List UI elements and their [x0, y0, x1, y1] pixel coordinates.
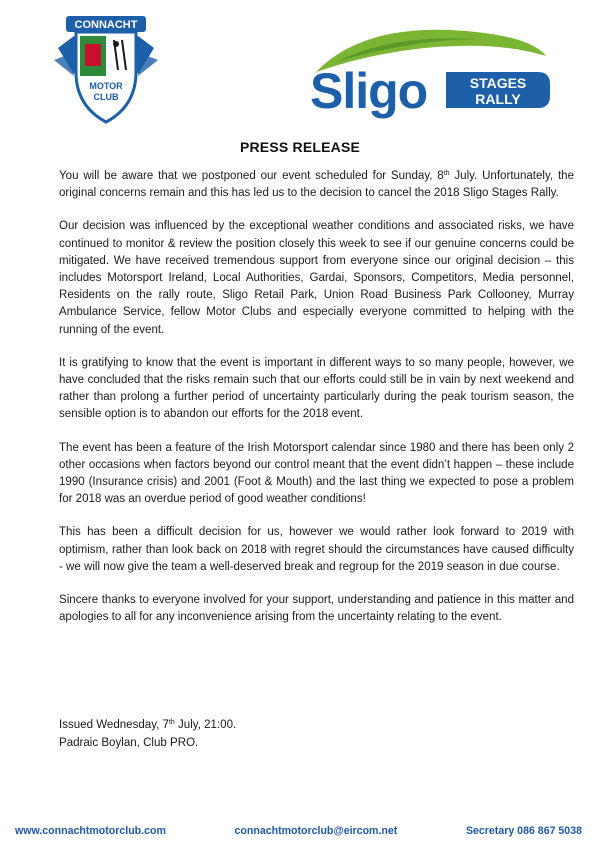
footer-secretary-phone: Secretary 086 867 5038 [465, 825, 582, 837]
ordinal-suffix: th [443, 170, 450, 177]
press-release-body [59, 168, 574, 642]
paragraph-postponement-text-a: You will be aware that we postponed our event scheduled for Sunday, 8 [59, 170, 444, 182]
paragraph-postponement-text-b: July. Unfortunately, the original concerns remain and this has led us to the decision to cancel the 2018 Sligo Stages Rally. [59, 170, 574, 200]
footer-email-link[interactable]: connachtmotorclub@eircom.net [234, 825, 398, 837]
footer-website-link[interactable]: www.connachtmotorclub.com [15, 825, 166, 837]
paragraph-risks: It is gratifying to know that the event is important in different ways to so many people, however, we have concluded that the risks remain such that our efforts could still be in vain by next weekend and rather than prolong a further period of uncertainty particularly during the peak tourism season, the sensible option is to abandon our efforts for the 2018 event. [59, 356, 574, 421]
logo-text-connacht: CONNACHT [74, 19, 138, 31]
document-title: PRESS RELEASE [239, 139, 361, 155]
logo-text-stages: STAGES [469, 75, 527, 91]
logo-text-motor: MOTOR [89, 81, 123, 91]
issued-date-text-b: July, 21:00. [174, 719, 237, 731]
logo-text-club: CLUB [93, 92, 119, 102]
footer [15, 825, 582, 837]
sligo-stages-rally-logo [306, 26, 552, 120]
paragraph-history: The event has been a feature of the Irish Motorsport calendar since 1980 and there has been only 2 other occasions when factors beyond our control meant that the event didn’t happen – these include 1990 (Insurance crisis) and 2001 (Foot & Mouth) and the last thing we expected to pose a problem for 2018 was an overdue period of good weather conditions! [59, 441, 574, 506]
issued-date [59, 717, 236, 735]
paragraph-outlook: This has been a difficult decision for us, however we would rather look forward to 2019 with optimism, rather than look back on 2018 with regret should the circumstances have caused difficulty - we will now give the team a well-deserved break and regroup for the 2019 season in due course. [59, 526, 574, 573]
connacht-motor-club-logo [52, 14, 160, 126]
signature: Padraic Boylan, Club PRO. [59, 736, 199, 749]
ordinal-suffix: th [168, 719, 175, 726]
logo-text-rally: RALLY [475, 91, 521, 107]
issued-block [59, 717, 236, 752]
logo-text-sligo: Sligo [310, 63, 428, 119]
issued-date-text-a: Issued Wednesday, 7 [59, 719, 169, 731]
paragraph-decision: Our decision was influenced by the exceptional weather conditions and associated risks, we have continued to monitor & review the position closely this week to see if our genuine concerns could be mitigated. We have received tremendous support from everyone since our original decision – this includes Motorsport Ireland, Local Authorities, Gardai, Sponsors, Competitors, Media personnel, Residents on the rally route, Sligo Retail Park, Union Road Business Park Collooney, Murray Ambulance Service, fellow Motor Clubs and especially everyone committed to helping with the running of the event. [59, 220, 574, 336]
paragraph-thanks: Sincere thanks to everyone involved for your support, understanding and patience in this matter and apologies to all for any inconvenience arising from the uncertainty relating to the event. [59, 594, 574, 624]
paragraph-postponement [59, 168, 574, 202]
